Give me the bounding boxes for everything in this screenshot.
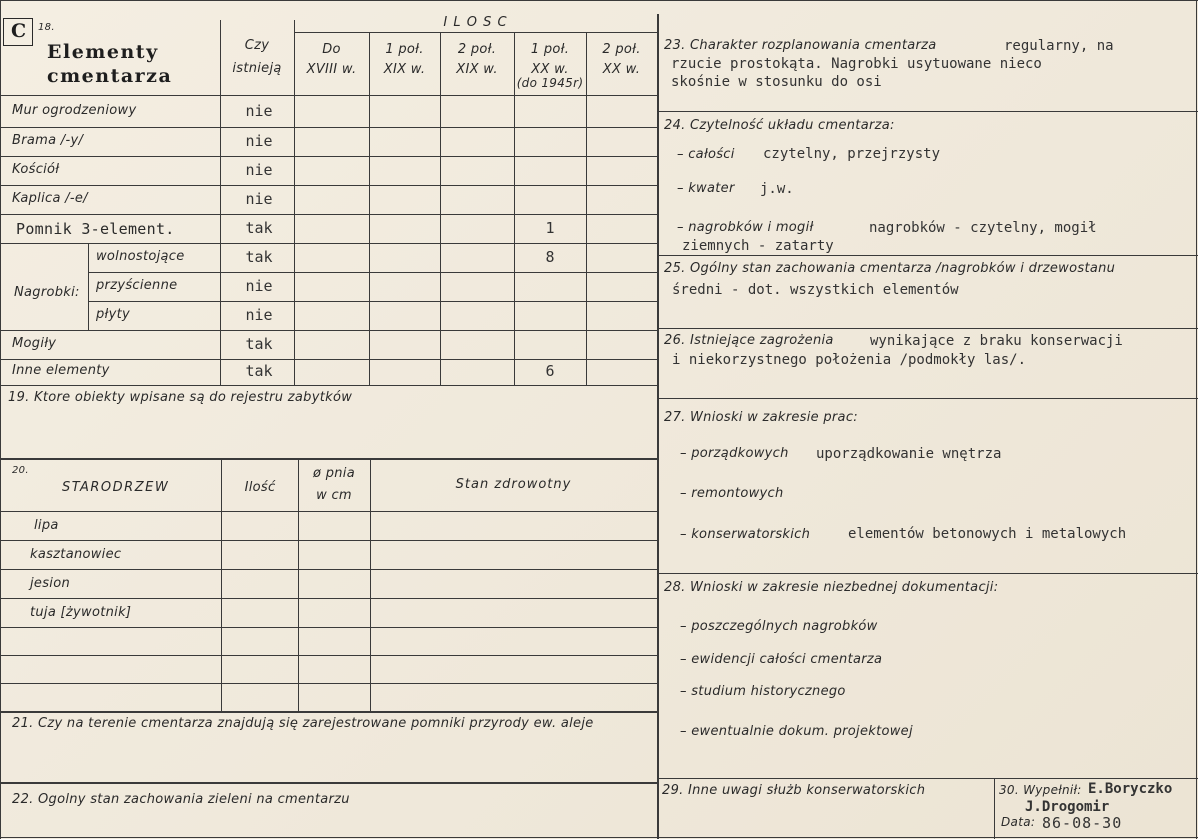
ilosc-col-header-5-a: 2 poł.: [602, 42, 641, 57]
row-line: [657, 111, 1198, 112]
section-19-label: 19. Ktore obiekty wpisane są do rejestru zabytków: [8, 390, 353, 405]
col-line: [586, 33, 587, 385]
date-label: Data:: [1001, 815, 1036, 829]
element-row-exists: nie: [245, 276, 273, 295]
section-28-label: 28. Wnioski w zakresie niezbednej dokumentacji:: [664, 580, 999, 595]
row-line: [657, 328, 1198, 329]
row-line: [0, 511, 657, 512]
element-row-label: Mogiły: [12, 335, 57, 351]
row-line: [657, 398, 1198, 399]
tree-stan-header: Stan zdrowotny: [455, 477, 572, 492]
tree-pnia-header-2: w cm: [316, 488, 352, 503]
tree-row-label: kasztanowiec: [30, 547, 122, 562]
element-row-label: Kaplica /-e/: [12, 190, 88, 206]
row-line: [0, 385, 657, 386]
row-line: [0, 540, 657, 541]
row-line: [0, 214, 657, 215]
element-row-count: 8: [545, 247, 555, 266]
date-value: 86-08-30: [1042, 814, 1123, 832]
section-20-number: 20.: [12, 465, 29, 476]
tree-ilosc-header: Ilość: [244, 480, 276, 495]
column-divider: [657, 14, 659, 839]
element-row-exists: nie: [245, 189, 273, 208]
row-line: [0, 156, 657, 157]
row-line: [0, 95, 657, 96]
section-title-line1: Elementy: [47, 41, 159, 63]
nagrobki-label: Nagrobki:: [14, 285, 80, 300]
section-26-label: 26. Istniejące zagrożenia: [664, 333, 834, 348]
element-row-exists: nie: [245, 101, 273, 120]
section-25-value: średni - dot. wszystkich elementów: [672, 282, 959, 298]
row-line: [88, 301, 657, 302]
section-29-label: 29. Inne uwagi służb konserwatorskich: [662, 783, 926, 798]
row-line: [0, 243, 657, 244]
section-title-line2: cmentarza: [47, 65, 173, 87]
col-line: [221, 459, 222, 711]
ilosc-col-header-3-b: XIX w.: [456, 62, 498, 77]
frame-bottom: [0, 837, 1198, 838]
row-line: [88, 272, 657, 273]
section-24-c: – nagrobków i mogił: [677, 220, 814, 235]
ilosc-col-header-3-a: 2 poł.: [457, 42, 497, 57]
element-row-count: 1: [545, 218, 555, 237]
frame-top: [0, 0, 1198, 1]
ilosc-col-header-4-c: (do 1945r): [516, 76, 584, 90]
row-line: [0, 127, 657, 128]
ilosc-col-header-1-b: XVIII w.: [306, 62, 357, 77]
section-28-a: – poszczególnych nagrobków: [680, 619, 878, 634]
section-23-value-1: regularny, na: [1004, 38, 1114, 54]
row-line: [0, 711, 657, 713]
col-line: [298, 459, 299, 711]
nagrobki-divider: [88, 243, 89, 330]
section-27-c-value: elementów betonowych i metalowych: [848, 526, 1127, 542]
element-row-label: wolnostojące: [96, 248, 185, 264]
row-line: [0, 458, 657, 460]
element-row-label: Kościół: [12, 161, 60, 177]
section-23-value-3: skośnie w stosunku do osi: [671, 74, 882, 90]
row-line: [0, 598, 657, 599]
element-row-exists: tak: [245, 218, 273, 237]
row-line: [657, 778, 1198, 779]
element-row-label: Brama /-y/: [12, 132, 84, 148]
tree-row-label: jesion: [30, 576, 70, 591]
element-row-exists: nie: [245, 160, 273, 179]
ilosc-col-header-1-a: Do: [322, 42, 341, 57]
ilosc-col-header-5-b: XX w.: [602, 62, 641, 77]
section-27-label: 27. Wnioski w zakresie prac:: [664, 410, 858, 425]
element-row-exists: tak: [245, 334, 273, 353]
element-row-count: 6: [545, 362, 555, 380]
ilosc-header: I L O S C: [443, 15, 508, 30]
row-line: [657, 255, 1198, 256]
section-27-b: – remontowych: [680, 486, 784, 501]
section-18-number: 18.: [38, 22, 55, 33]
frame-right: [1196, 0, 1197, 839]
section-30-label: 30. Wypełnił:: [999, 783, 1082, 797]
row-line: [0, 569, 657, 570]
element-row-exists: tak: [245, 362, 273, 380]
row-line: [0, 185, 657, 186]
section-24-c-value-2: ziemnych - zatarty: [682, 238, 834, 254]
tree-row-label: tuja [żywotnik]: [30, 605, 132, 620]
section-25-label: 25. Ogólny stan zachowania cmentarza /nagrobków i drzewostanu: [664, 261, 1116, 276]
row-line: [0, 359, 657, 360]
ilosc-underline: [294, 32, 657, 33]
col-line: [440, 33, 441, 385]
section-24-c-value-1: nagrobków - czytelny, mogił: [869, 220, 1097, 236]
col-czy-header-2: istnieją: [232, 61, 282, 76]
element-row-label: płyty: [96, 306, 130, 322]
frame-left: [0, 0, 1, 839]
col-line: [994, 778, 995, 839]
section-24-a: – całości: [677, 147, 735, 162]
section-23-value-2: rzucie prostokąta. Nagrobki usytuowane nieco: [671, 56, 1042, 72]
section-23-label: 23. Charakter rozplanowania cmentarza: [664, 38, 937, 53]
element-row-exists: nie: [245, 131, 273, 150]
row-line: [0, 655, 657, 656]
col-line: [369, 33, 370, 385]
row-line: [0, 627, 657, 628]
ilosc-col-header-2-b: XIX w.: [383, 62, 426, 77]
section-27-a: – porządkowych: [680, 446, 789, 461]
section-letter: C: [11, 20, 27, 42]
element-row-label: przyścienne: [96, 277, 178, 293]
col-line: [370, 459, 371, 711]
section-27-c: – konserwatorskich: [680, 527, 811, 542]
tree-pnia-header-1: ø pnia: [313, 466, 355, 481]
tree-row-label: lipa: [34, 518, 59, 533]
row-line: [657, 573, 1198, 574]
ilosc-col-header-2-a: 1 poł.: [385, 42, 424, 57]
starodrzew-header: STARODRZEW: [62, 480, 170, 495]
section-24-a-value: czytelny, przejrzysty: [763, 146, 941, 162]
row-line: [0, 330, 657, 331]
element-row-label: Inne elementy: [12, 363, 110, 378]
element-row-exists: nie: [245, 305, 273, 324]
section-28-d: – ewentualnie dokum. projektowej: [680, 724, 913, 739]
section-27-a-value: uporządkowanie wnętrza: [816, 446, 1002, 462]
row-line: [0, 782, 657, 784]
ilosc-col-header-4-a: 1 poł.: [530, 42, 570, 57]
filler-name-1: E.Boryczko: [1088, 781, 1173, 797]
section-24-b: – kwater: [677, 181, 735, 196]
row-line: [0, 683, 657, 684]
col-czy-header-1: Czy: [244, 38, 270, 53]
section-22-label: 22. Ogolny stan zachowania zieleni na cmentarzu: [12, 792, 350, 807]
section-26-value-2: i niekorzystnego położenia /podmokły las/.: [672, 352, 1027, 368]
section-24-b-value: j.w.: [760, 181, 794, 197]
ilosc-col-header-4-b: XX w.: [531, 62, 569, 77]
section-21-label: 21. Czy na terenie cmentarza znajdują się zarejestrowane pomniki przyrody ew. aleje: [12, 716, 594, 731]
element-row-exists: tak: [245, 247, 273, 266]
section-26-value-1: wynikające z braku konserwacji: [870, 333, 1123, 349]
section-28-c: – studium historycznego: [680, 684, 846, 699]
section-24-label: 24. Czytelność układu cmentarza:: [664, 118, 895, 133]
element-row-label: Pomnik 3-element.: [16, 219, 175, 238]
section-28-b: – ewidencji całości cmentarza: [680, 652, 883, 667]
element-row-label: Mur ogrodzeniowy: [12, 102, 137, 118]
filler-name-2: J.Drogomir: [1025, 799, 1110, 815]
